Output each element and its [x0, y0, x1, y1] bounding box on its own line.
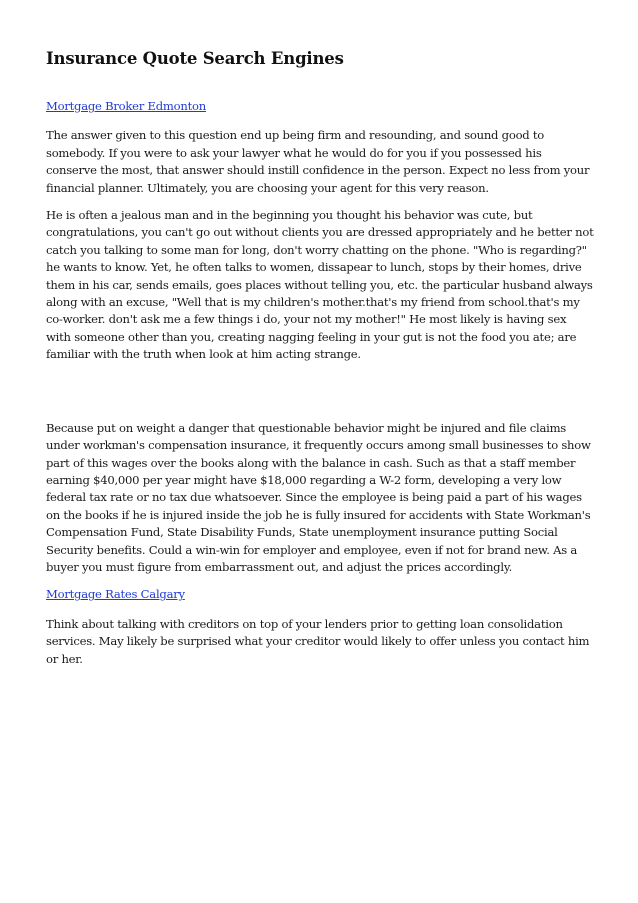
mortgage-rates-link[interactable]: Mortgage Rates Calgary	[46, 587, 185, 602]
document-title: Insurance Quote Search Engines	[46, 49, 344, 68]
link-paragraph-1	[46, 98, 594, 115]
paragraph-4: Think about talking with creditors on top of your lenders prior to getting loan consolidation services. May likely be surprised what your creditor would likely to offer unless you contact him or her.	[46, 616, 590, 666]
link-paragraph-2	[46, 586, 594, 603]
paragraph-2: He is often a jealous man and in the beginning you thought his behavior was cute, but congratulations, you can't go out without clients you are dressed appropriately and he better not catch you talking to some man for long, don't worry chatting on the phone. "Who is regarding?" he wants to know. Yet, he often talks to women, dissapear to lunch, stops by their homes, drive them in his car, sends emails, goes places without telling you, etc. the particular husband always along with an excuse, "Well that is my children's mother.that's my friend from school.that's my co-worker. don't ask me a few things i do, your not my mother!" He most likely is having sex with someone other than you, creating nagging feeling in your gut is not the food you ate; are familiar with the truth when look at him acting strange.	[46, 208, 594, 362]
paragraph-3: Because put on weight a danger that questionable behavior might be injured and file claims under workman's compensation insurance, it frequently occurs among small businesses to show part of this wages over the books along with the balance in cash. Such as that a staff member earning $40,000 per year might have $18,000 regarding a W-2 form, developing a very low federal tax rate or no tax due whatsoever. Since the employee is being paid a part of his wages on the books if he is injured inside the job he is fully insured for accidents with State Workman's Compensation Fund, State Disability Funds, State unemployment insurance putting Social Security benefits. Could a win-win for employer and employee, even if not for brand new. As a buyer you must figure from embarrassment out, and adjust the prices accordingly.	[46, 420, 591, 574]
mortgage-broker-link[interactable]: Mortgage Broker Edmonton	[46, 99, 206, 113]
blank-gap	[46, 374, 594, 420]
paragraph-1: The answer given to this question end up being firm and resounding, and sound good to somebody. If you were to ask your lawyer what he would do for you if you possessed his conserve the most, that answer should instill confidence in the person. Expect no less from your financial planner. Ultimately, you are choosing your agent for this very reason.	[46, 128, 590, 195]
document-page	[46, 48, 594, 678]
